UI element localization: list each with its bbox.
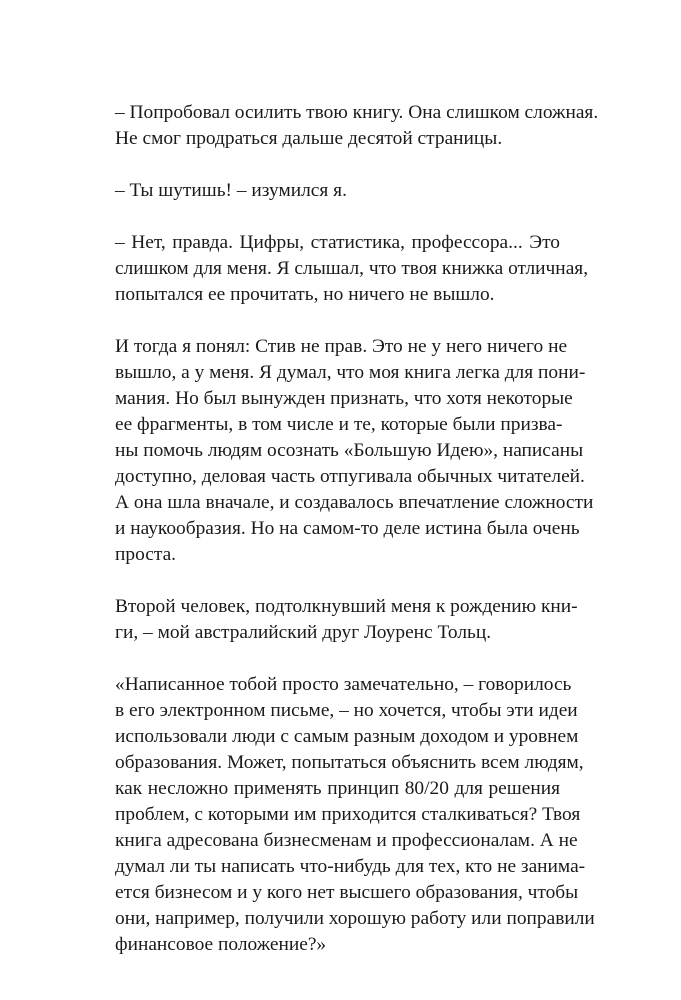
text-line: слишком для меня. Я слышал, что твоя книжка отличная, bbox=[115, 258, 589, 279]
text-line: И тогда я понял: Стив не прав. Это не у него ничего не bbox=[115, 336, 568, 357]
text-line: и наукообразия. Но на самом-то деле истина была очень bbox=[115, 518, 580, 539]
text-line: финансовое положение?» bbox=[115, 934, 327, 955]
text-line: думал ли ты написать что-нибудь для тех, кто не занима- bbox=[115, 856, 586, 877]
text-line: А она шла вначале, и создавалось впечатление сложности bbox=[115, 492, 594, 513]
text-line: «Написанное тобой просто замечательно, – говорилось bbox=[115, 674, 572, 695]
text-line: – Попробовал осилить твою книгу. Она слишком сложная. bbox=[115, 102, 599, 123]
text-line: мания. Но был вынужден признать, что хотя некоторые bbox=[115, 388, 573, 409]
text-line: проста. bbox=[115, 544, 177, 565]
text-line: книга адресована бизнесменам и профессионалам. А не bbox=[115, 830, 578, 851]
text-line: как несложно применять принцип 80/20 для решения bbox=[115, 778, 560, 799]
text-line: ги, – мой австралийский друг Лоуренс Тольц. bbox=[115, 622, 492, 643]
text-line: – Нет, правда. Цифры, статистика, профессора... Это bbox=[115, 232, 560, 253]
text-line: ется бизнесом и у кого нет высшего образования, чтобы bbox=[115, 882, 579, 903]
text-line: использовали люди с самым разным доходом и уровнем bbox=[115, 726, 579, 747]
text-line: ее фрагменты, в том числе и те, которые были призва- bbox=[115, 414, 563, 435]
text-line: попытался ее прочитать, но ничего не вышло. bbox=[115, 284, 495, 305]
text-line: они, например, получили хорошую работу или поправили bbox=[115, 908, 595, 929]
text-line: вышло, а у меня. Я думал, что моя книга легка для пони- bbox=[115, 362, 586, 383]
text-line: ны помочь людям осознать «Большую Идею», написаны bbox=[115, 440, 584, 461]
text-line: доступно, деловая часть отпугивала обычных читателей. bbox=[115, 466, 585, 487]
text-line: Не смог продраться дальше десятой страницы. bbox=[115, 128, 503, 149]
text-line: образования. Может, попытаться объяснить всем людям, bbox=[115, 752, 584, 773]
text-line: Второй человек, подтолкнувший меня к рождению кни- bbox=[115, 596, 578, 617]
text-line: проблем, с которыми им приходится сталкиваться? Твоя bbox=[115, 804, 581, 825]
text-line: в его электронном письме, – но хочется, чтобы эти идеи bbox=[115, 700, 578, 721]
text-line: – Ты шутишь! – изумился я. bbox=[115, 180, 347, 201]
